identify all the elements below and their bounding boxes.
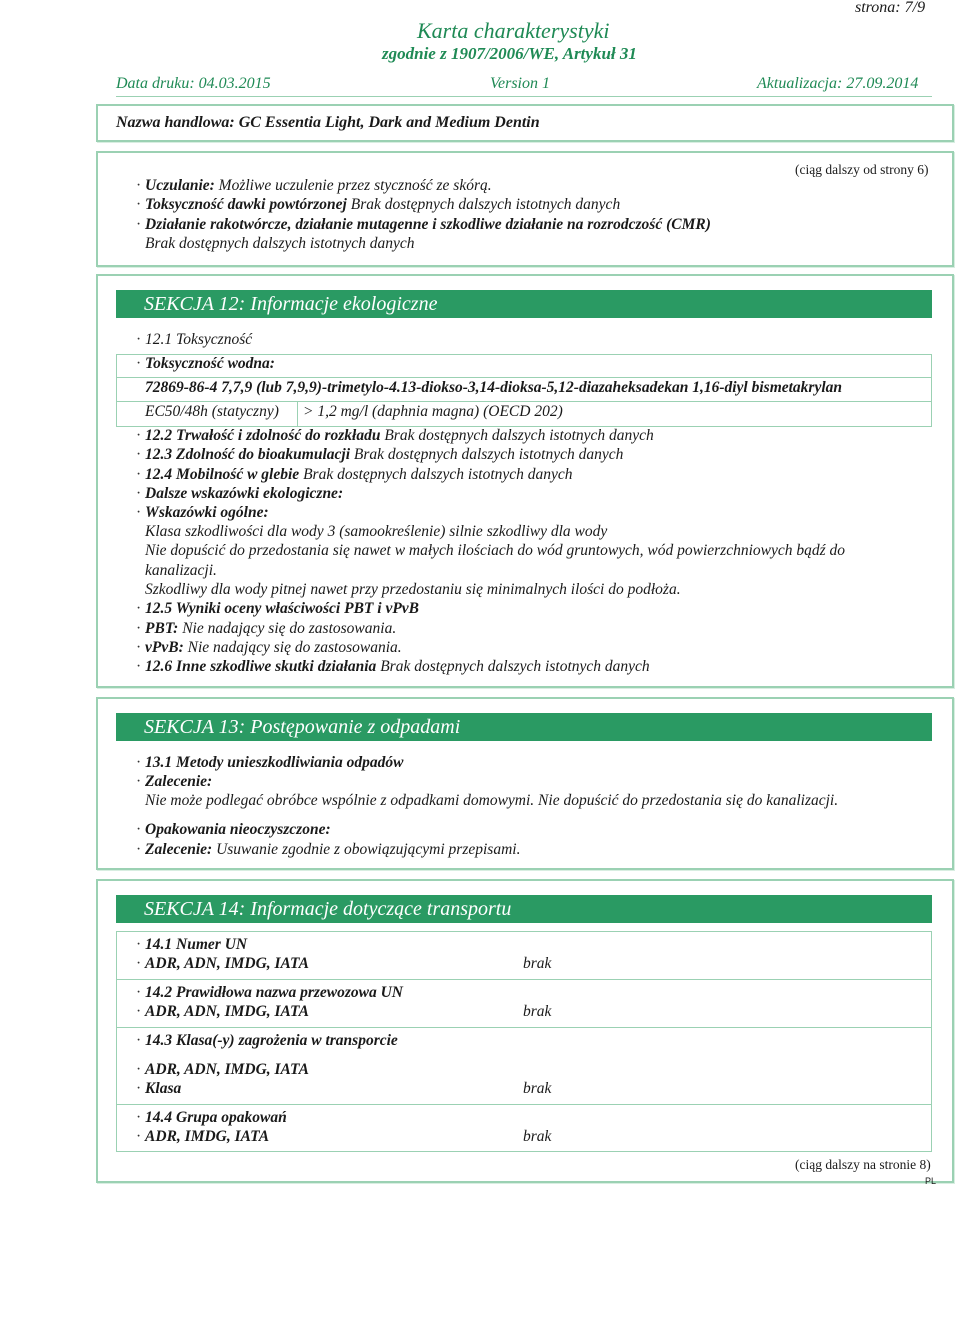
aquatic-label-line: · Toksyczność wodna: <box>136 355 275 372</box>
repeated-dose-line: · Toksyczność dawki powtórzonej Brak dostępnych dalszych istotnych danych <box>136 196 621 213</box>
general-2b: kanalizacji. <box>145 562 217 579</box>
general-3: Szkodliwy dla wody pitnej nawet przy przedostaniu się minimalnych ilości do podłoża. <box>145 581 681 598</box>
s141-line: · 14.1 Numer UN <box>136 936 248 953</box>
s141-value: brak <box>523 955 552 972</box>
s141-mode: · ADR, ADN, IMDG, IATA <box>136 955 309 972</box>
language-code: PL <box>925 1176 937 1186</box>
section12-title: SEKCJA 12: Informacje ekologiczne <box>116 290 932 318</box>
s143-line: · 14.3 Klasa(-y) zagrożenia w transporcie <box>136 1032 398 1049</box>
rec-value: Nie może podlegać obróbce wspólnie z odpadkami domowymi. Nie dopuścić do przedostania się do kanalizacji. <box>145 792 839 809</box>
ec50-cell-divider <box>297 401 298 427</box>
general-line: · Wskazówki ogólne: <box>136 504 269 521</box>
rec2-line: · Zalecenie: Usuwanie zgodnie z obowiązującymi przepisami. <box>136 841 521 858</box>
pbt-line: · PBT: Nie nadający się do zastosowania. <box>136 620 397 637</box>
transport-divider-1 <box>116 979 932 980</box>
aquatic-divider-2 <box>116 401 932 402</box>
packaging-line: · Opakowania nieoczyszczone: <box>136 821 331 838</box>
update-date: Aktualizacja: 27.09.2014 <box>757 75 919 92</box>
continued-from: (ciąg dalszy od strony 6) <box>795 162 929 177</box>
ec50-value: > 1,2 mg/l (daphnia magna) (OECD 202) <box>303 403 563 420</box>
section13-title: SEKCJA 13: Postępowanie z odpadami <box>116 713 932 741</box>
s144-mode: · ADR, IMDG, IATA <box>136 1128 270 1145</box>
s121-line: · 12.1 Toksyczność <box>136 331 253 348</box>
cmr-value: Brak dostępnych dalszych istotnych danych <box>145 235 415 252</box>
trade-name: Nazwa handlowa: GC Essentia Light, Dark and Medium Dentin <box>116 114 540 131</box>
section14-title: SEKCJA 14: Informacje dotyczące transportu <box>116 895 932 923</box>
general-1: Klasa szkodliwości dla wody 3 (samookreślenie) silnie szkodliwy dla wody <box>145 523 608 540</box>
cmr-line: · Działanie rakotwórcze, działanie mutagenne i szkodliwe działanie na rozrodczość (CMR) <box>136 216 711 233</box>
header-divider <box>116 96 932 97</box>
s144-value: brak <box>523 1128 552 1145</box>
page-number: strona: 7/9 <box>855 0 926 16</box>
vpvb-line: · vPvB: Nie nadający się do zastosowania. <box>136 639 402 656</box>
ec50-label: EC50/48h (statyczny) <box>145 403 279 420</box>
s143-value: brak <box>523 1080 552 1097</box>
s124-line: · 12.4 Mobilność w glebie Brak dostępnych dalszych istotnych danych <box>136 466 573 483</box>
s123-line: · 12.3 Zdolność do bioakumulacji Brak dostępnych dalszych istotnych danych <box>136 446 624 463</box>
rec-label-line: · Zalecenie: <box>136 773 213 790</box>
substance-name: 72869-86-4 7,7,9 (lub 7,9,9)-trimetylo-4.13-diokso-3,14-dioksa-5,12-diazaheksadekan 1,16-diyl bismetakrylan <box>145 379 843 396</box>
s131-line: · 13.1 Metody unieszkodliwiania odpadów <box>136 754 404 771</box>
s122-line: · 12.2 Trwałość i zdolność do rozkładu Brak dostępnych dalszych istotnych danych <box>136 427 654 444</box>
print-date: Data druku: 04.03.2015 <box>116 75 271 92</box>
s143-mode: · ADR, ADN, IMDG, IATA <box>136 1061 309 1078</box>
transport-divider-2 <box>116 1027 932 1028</box>
continued-to: (ciąg dalszy na stronie 8) <box>795 1157 931 1172</box>
version: Version 1 <box>490 75 550 92</box>
s143-class: · Klasa <box>136 1080 182 1097</box>
s126-line: · 12.6 Inne szkodliwe skutki działania Brak dostępnych dalszych istotnych danych <box>136 658 650 675</box>
general-2a: Nie dopuścić do przedostania się nawet w małych ilościach do wód gruntowych, wód powierzchniowych bądź do <box>145 542 846 559</box>
s142-value: brak <box>523 1003 552 1020</box>
s125-line: · 12.5 Wyniki oceny właściwości PBT i vPvB <box>136 600 420 617</box>
s144-line: · 14.4 Grupa opakowań <box>136 1109 287 1126</box>
document-subtitle: zgodnie z 1907/2006/WE, Artykuł 31 <box>382 44 637 63</box>
document-title: Karta charakterystyki <box>417 18 610 43</box>
s142-line: · 14.2 Prawidłowa nazwa przewozowa UN <box>136 984 403 1001</box>
aquatic-divider <box>116 377 932 378</box>
s142-mode: · ADR, ADN, IMDG, IATA <box>136 1003 309 1020</box>
transport-divider-3 <box>116 1104 932 1105</box>
sensitization-line: · Uczulanie: Możliwe uczulenie przez styczność ze skórą. <box>136 177 492 194</box>
further-line: · Dalsze wskazówki ekologiczne: <box>136 485 344 502</box>
